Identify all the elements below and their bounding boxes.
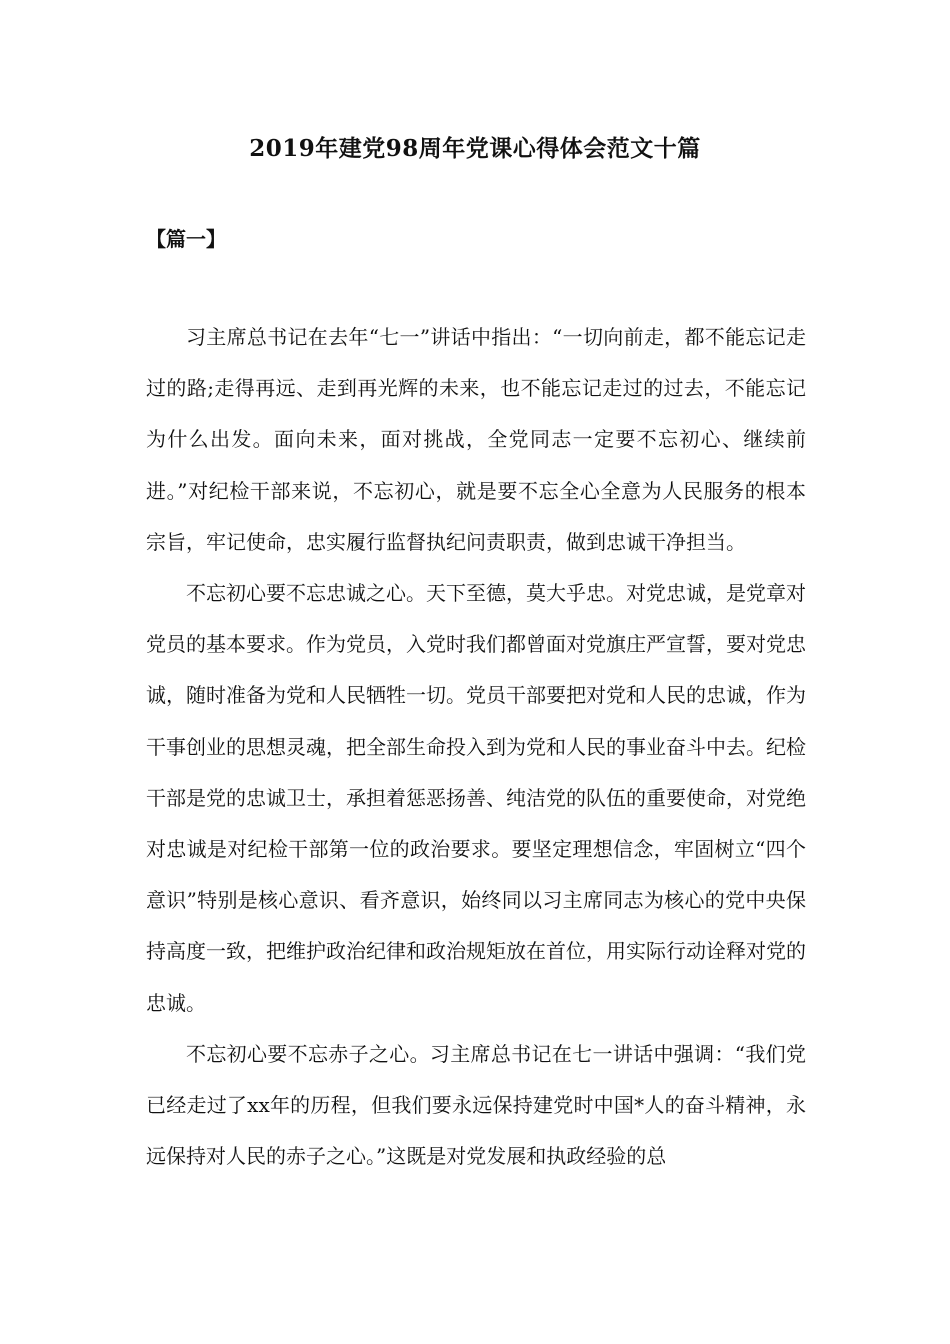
paragraph-3: 不忘初心要不忘赤子之心。习主席总书记在七一讲话中强调：“我们党已经走过了xx年的历程，但我们要永远保持建党时中国*人的奋斗精神，永远保持对人民的赤子之心。”这既是对党发展和执政经验的总 (146, 1041, 806, 1169)
paragraph-2: 不忘初心要不忘忠诚之心。天下至德，莫大乎忠。对党忠诚，是党章对党员的基本要求。作为党员，入党时我们都曾面对党旗庄严宣誓，要对党忠诚，随时准备为党和人民牺牲一切。党员干部要把对党和人民的忠诚，作为干事创业的思想灵魂，把全部生命投入到为党和人民的事业奋斗中去。纪检干部是党的忠诚卫士，承担着惩恶扬善、纯洁党的队伍的重要使命，对党绝对忠诚是对纪检干部第一位的政治要求。要坚定理想信念，牢固树立“四个意识”特别是核心意识、看齐意识，始终同以习主席同志为核心的党中央保持高度一致，把维护政治纪律和政治规矩放在首位，用实际行动诠释对党的忠诚。 (146, 581, 806, 1015)
document-title: 2019年建党98周年党课心得体会范文十篇 (249, 135, 701, 162)
paragraph-1: 习主席总书记在去年“七一”讲话中指出：“一切向前走，都不能忘记走过的路;走得再远、走到再光辉的未来，也不能忘记走过的过去，不能忘记为什么出发。面向未来，面对挑战，全党同志一定要不忘初心、继续前进。”对纪检干部来说，不忘初心，就是要不忘全心全意为人民服务的根本宗旨，牢记使命，忠实履行监督执纪问责职责，做到忠诚干净担当。 (146, 325, 806, 554)
document-body (146, 312, 806, 1182)
section-label: 【篇一】 (146, 227, 226, 251)
